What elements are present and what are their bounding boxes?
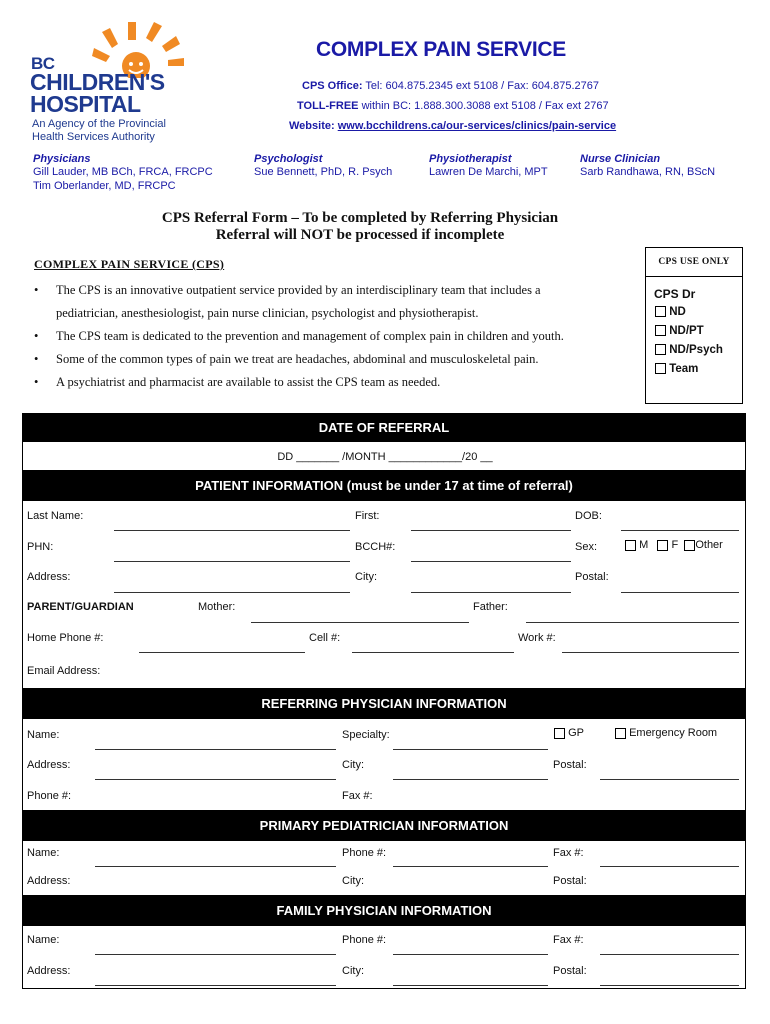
fam-city-input[interactable] <box>393 985 548 986</box>
email-label: Email Address: <box>27 665 101 677</box>
section-heading: COMPLEX PAIN SERVICE (CPS) <box>34 257 225 271</box>
ref-postal-label: Postal: <box>553 759 587 771</box>
father-input[interactable] <box>526 622 739 623</box>
sex-f-label: F <box>671 539 679 551</box>
bullet-list <box>34 279 644 394</box>
patient-city-label: City: <box>355 571 377 583</box>
logo-childrens: CHILDREN'S <box>30 69 165 95</box>
fam-fax-input[interactable] <box>600 954 739 955</box>
dob-label: DOB: <box>575 510 602 522</box>
bullet-text-1a: The CPS is an innovative outpatient service provided by an interdisciplinary team that includes a <box>56 283 541 297</box>
sex-other-checkbox[interactable] <box>684 540 695 551</box>
staff-physiotherapist <box>429 153 548 179</box>
cps-option-nd[interactable] <box>655 306 742 318</box>
website-line <box>289 120 616 132</box>
bullet-item <box>34 325 644 348</box>
ped-phone-input[interactable] <box>393 866 548 867</box>
patient-postal-label: Postal: <box>575 571 609 583</box>
ref-name-label: Name: <box>27 729 60 741</box>
bullet-text: A psychiatrist and pharmacist are available to assist the CPS team as needed. <box>56 375 441 389</box>
website-link[interactable]: www.bcchildrens.ca/our-services/clinics/pain-service <box>337 120 617 132</box>
cps-use-only-box <box>645 247 743 404</box>
role-nurse: Nurse Clinician <box>580 153 661 165</box>
ped-name-label: Name: <box>27 847 60 859</box>
checkbox[interactable] <box>655 344 666 355</box>
option-label: ND/Psych <box>669 344 723 356</box>
patient-address-input[interactable] <box>114 592 350 593</box>
ped-fax-label: Fax #: <box>553 847 584 859</box>
checkbox[interactable] <box>655 363 666 374</box>
bullet-dot: • <box>34 375 39 389</box>
ref-address-input[interactable] <box>95 779 336 780</box>
website-label: Website: <box>289 120 335 132</box>
cps-option-ndpt[interactable] <box>655 325 742 337</box>
ref-specialty-input[interactable] <box>393 749 548 750</box>
bullet-dot: • <box>34 329 39 343</box>
bcch-label: BCCH#: <box>355 541 396 553</box>
ref-name-input[interactable] <box>95 749 336 750</box>
staff-physicians <box>33 153 213 193</box>
referring-bar: REFERRING PHYSICIAN INFORMATION <box>22 688 746 719</box>
phn-input[interactable] <box>114 561 350 562</box>
fam-phone-input[interactable] <box>393 954 548 955</box>
ped-name-input[interactable] <box>95 866 336 867</box>
pediatrician-bar: PRIMARY PEDIATRICIAN INFORMATION <box>22 810 746 841</box>
home-phone-label: Home Phone #: <box>27 632 104 644</box>
option-label: ND <box>669 306 686 318</box>
fam-phone-label: Phone #: <box>342 934 387 946</box>
logo-tagline-1: An Agency of the Provincial <box>32 118 166 130</box>
fam-postal-input[interactable] <box>600 985 739 986</box>
dob-input[interactable] <box>621 530 739 531</box>
ref-city-label: City: <box>342 759 364 771</box>
patient-address-label: Address: <box>27 571 71 583</box>
sex-label: Sex: <box>575 541 598 553</box>
ref-fax-label: Fax #: <box>342 790 373 802</box>
ref-phone-input[interactable] <box>95 808 336 809</box>
form-title-line-2: Referral will NOT be processed if incomplete <box>215 227 505 243</box>
logo-hospital: HOSPITAL <box>30 91 141 117</box>
staff-name: Lawren De Marchi, MPT <box>429 166 548 178</box>
cps-use-only-header: CPS USE ONLY <box>646 248 742 277</box>
first-name-label: First: <box>355 510 380 522</box>
role-psychologist: Psychologist <box>254 153 323 165</box>
fam-name-input[interactable] <box>95 954 336 955</box>
mother-label: Mother: <box>198 601 236 613</box>
role-physicians: Physicians <box>33 153 91 165</box>
ped-address-label: Address: <box>27 875 71 887</box>
fam-address-input[interactable] <box>95 985 336 986</box>
date-bar: DATE OF REFERRAL <box>22 413 746 442</box>
last-name-label: Last Name: <box>27 510 84 522</box>
cps-dr-label: CPS Dr <box>654 287 696 301</box>
sex-m-checkbox[interactable] <box>625 540 636 551</box>
form-title-line-1: CPS Referral Form – To be completed by Referring Physician <box>161 210 559 226</box>
staff-nurse <box>580 153 715 179</box>
gp-checkbox[interactable] <box>554 728 565 739</box>
first-name-input[interactable] <box>411 530 571 531</box>
ref-phone-label: Phone #: <box>27 790 72 802</box>
ref-gp-option[interactable] <box>554 727 584 739</box>
bullet-item <box>34 371 644 394</box>
option-label: ND/PT <box>669 325 704 337</box>
bcch-input[interactable] <box>411 561 571 562</box>
fam-postal-label: Postal: <box>553 965 587 977</box>
bullet-item <box>34 279 644 325</box>
fam-address-label: Address: <box>27 965 71 977</box>
form-title <box>60 210 660 244</box>
gp-label: GP <box>568 727 584 739</box>
ped-phone-label: Phone #: <box>342 847 387 859</box>
staff-psychologist <box>254 153 392 179</box>
staff-name: Sue Bennett, PhD, R. Psych <box>254 166 393 178</box>
checkbox[interactable] <box>655 325 666 336</box>
work-input[interactable] <box>562 652 739 653</box>
ped-city-label: City: <box>342 875 364 887</box>
work-label: Work #: <box>518 632 556 644</box>
tollfree-line <box>297 100 609 112</box>
ref-er-option[interactable] <box>615 727 717 739</box>
email-input[interactable] <box>110 681 739 682</box>
bullet-text: The CPS team is dedicated to the prevention and management of complex pain in children and youth. <box>56 329 564 343</box>
cell-input[interactable] <box>352 652 514 653</box>
bullet-item <box>34 348 644 371</box>
ref-city-input[interactable] <box>393 779 548 780</box>
er-label: Emergency Room <box>629 727 718 739</box>
sex-m-label: M <box>639 539 649 551</box>
role-physiotherapist: Physiotherapist <box>429 153 512 165</box>
ped-postal-label: Postal: <box>553 875 587 887</box>
ref-postal-input[interactable] <box>600 779 739 780</box>
office-line <box>302 80 599 92</box>
father-label: Father: <box>473 601 508 613</box>
er-checkbox[interactable] <box>615 728 626 739</box>
phn-label: PHN: <box>27 541 54 553</box>
bullet-text-1b: pediatrician, anesthesiologist, pain nurse clinician, psychologist and physiotherapist. <box>56 306 479 320</box>
office-label: CPS Office: <box>302 80 363 92</box>
patient-city-input[interactable] <box>411 592 571 593</box>
office-text: Tel: 604.875.2345 ext 5108 / Fax: 604.875.2767 <box>365 80 600 92</box>
logo-tagline-2: Health Services Authority <box>32 131 155 143</box>
fam-fax-label: Fax #: <box>553 934 584 946</box>
cps-option-ndpsych[interactable] <box>655 344 742 356</box>
ref-address-label: Address: <box>27 759 71 771</box>
tollfree-label: TOLL-FREE <box>297 100 359 112</box>
mother-input[interactable] <box>251 622 469 623</box>
fam-city-label: City: <box>342 965 364 977</box>
bullet-dot: • <box>34 283 39 297</box>
hospital-logo <box>30 18 220 148</box>
last-name-input[interactable] <box>114 530 350 531</box>
ref-specialty-label: Specialty: <box>342 729 390 741</box>
page-title: COMPLEX PAIN SERVICE <box>316 38 566 61</box>
sex-options <box>625 539 723 551</box>
bullet-text: Some of the common types of pain we treat are headaches, abdominal and musculoskeletal pain. <box>56 352 539 366</box>
patient-postal-input[interactable] <box>621 592 739 593</box>
family-bar: FAMILY PHYSICIAN INFORMATION <box>22 895 746 926</box>
staff-name: Sarb Randhawa, RN, BScN <box>580 166 716 178</box>
bullet-dot: • <box>34 352 39 366</box>
sex-f-checkbox[interactable] <box>657 540 668 551</box>
patient-bar: PATIENT INFORMATION (must be under 17 at time of referral) <box>22 470 746 501</box>
logo-bc: BC <box>31 54 55 73</box>
cps-option-team[interactable] <box>655 363 742 375</box>
parent-guardian-label: PARENT/GUARDIAN <box>27 601 134 613</box>
checkbox[interactable] <box>655 306 666 317</box>
staff-name: Gill Lauder, MB BCh, FRCA, FRCPC <box>33 166 213 178</box>
sex-other-label: Other <box>695 539 723 551</box>
tollfree-text: within BC: 1.888.300.3088 ext 5108 / Fax ext 2767 <box>361 100 609 112</box>
cell-label: Cell #: <box>309 632 341 644</box>
staff-name: Tim Oberlander, MD, FRCPC <box>33 180 176 192</box>
fam-name-label: Name: <box>27 934 60 946</box>
home-phone-input[interactable] <box>139 652 305 653</box>
option-label: Team <box>669 363 699 375</box>
ped-fax-input[interactable] <box>600 866 739 867</box>
date-line[interactable]: DD _______ /MONTH ____________/20 __ <box>277 451 493 463</box>
